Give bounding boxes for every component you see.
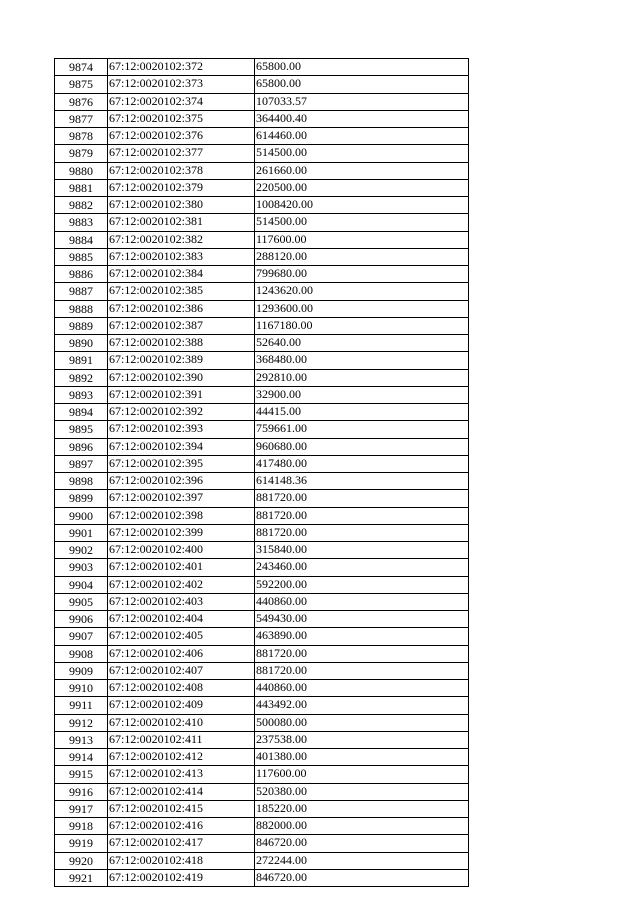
value-cell: 243460.00 bbox=[255, 559, 469, 576]
cadastral-number-cell: 67:12:0020102:411 bbox=[108, 731, 255, 748]
row-number-cell: 9876 bbox=[55, 93, 108, 110]
cadastral-number-cell: 67:12:0020102:387 bbox=[108, 317, 255, 334]
cadastral-number-cell: 67:12:0020102:419 bbox=[108, 869, 255, 886]
table-row bbox=[55, 179, 469, 196]
value-cell: 1008420.00 bbox=[255, 197, 469, 214]
cadastral-number-cell: 67:12:0020102:386 bbox=[108, 300, 255, 317]
table-row bbox=[55, 404, 469, 421]
row-number-cell: 9891 bbox=[55, 352, 108, 369]
value-cell: 1293600.00 bbox=[255, 300, 469, 317]
row-number-cell: 9899 bbox=[55, 490, 108, 507]
cadastral-number-cell: 67:12:0020102:390 bbox=[108, 369, 255, 386]
row-number-cell: 9881 bbox=[55, 179, 108, 196]
cadastral-number-cell: 67:12:0020102:389 bbox=[108, 352, 255, 369]
row-number-cell: 9874 bbox=[55, 59, 108, 76]
cadastral-number-cell: 67:12:0020102:404 bbox=[108, 611, 255, 628]
value-cell: 799680.00 bbox=[255, 266, 469, 283]
table-row bbox=[55, 231, 469, 248]
cadastral-number-cell: 67:12:0020102:396 bbox=[108, 473, 255, 490]
table-row bbox=[55, 542, 469, 559]
cadastral-number-cell: 67:12:0020102:379 bbox=[108, 179, 255, 196]
cadastral-number-cell: 67:12:0020102:382 bbox=[108, 231, 255, 248]
table-row bbox=[55, 628, 469, 645]
table-row bbox=[55, 731, 469, 748]
table-row bbox=[55, 197, 469, 214]
row-number-cell: 9879 bbox=[55, 145, 108, 162]
row-number-cell: 9920 bbox=[55, 852, 108, 869]
cadastral-number-cell: 67:12:0020102:380 bbox=[108, 197, 255, 214]
table-row bbox=[55, 835, 469, 852]
cadastral-number-cell: 67:12:0020102:372 bbox=[108, 59, 255, 76]
value-cell: 614148.36 bbox=[255, 473, 469, 490]
cadastral-number-cell: 67:12:0020102:376 bbox=[108, 128, 255, 145]
table-row bbox=[55, 352, 469, 369]
table-row bbox=[55, 93, 469, 110]
cadastral-number-cell: 67:12:0020102:373 bbox=[108, 76, 255, 93]
table-row bbox=[55, 421, 469, 438]
cadastral-number-cell: 67:12:0020102:394 bbox=[108, 438, 255, 455]
value-cell: 846720.00 bbox=[255, 835, 469, 852]
row-number-cell: 9916 bbox=[55, 783, 108, 800]
table-row bbox=[55, 697, 469, 714]
table-row bbox=[55, 335, 469, 352]
value-cell: 440860.00 bbox=[255, 593, 469, 610]
value-cell: 44415.00 bbox=[255, 404, 469, 421]
cadastral-number-cell: 67:12:0020102:392 bbox=[108, 404, 255, 421]
cadastral-number-cell: 67:12:0020102:377 bbox=[108, 145, 255, 162]
value-cell: 237538.00 bbox=[255, 731, 469, 748]
value-cell: 1243620.00 bbox=[255, 283, 469, 300]
cadastral-number-cell: 67:12:0020102:408 bbox=[108, 680, 255, 697]
row-number-cell: 9912 bbox=[55, 714, 108, 731]
value-cell: 272244.00 bbox=[255, 852, 469, 869]
table-row bbox=[55, 576, 469, 593]
value-cell: 614460.00 bbox=[255, 128, 469, 145]
cadastral-number-cell: 67:12:0020102:417 bbox=[108, 835, 255, 852]
row-number-cell: 9886 bbox=[55, 266, 108, 283]
row-number-cell: 9901 bbox=[55, 524, 108, 541]
row-number-cell: 9909 bbox=[55, 662, 108, 679]
value-cell: 881720.00 bbox=[255, 524, 469, 541]
value-cell: 881720.00 bbox=[255, 507, 469, 524]
table-row bbox=[55, 369, 469, 386]
value-cell: 881720.00 bbox=[255, 490, 469, 507]
table-row bbox=[55, 386, 469, 403]
table-row bbox=[55, 110, 469, 127]
cadastral-number-cell: 67:12:0020102:406 bbox=[108, 645, 255, 662]
row-number-cell: 9887 bbox=[55, 283, 108, 300]
table-row bbox=[55, 611, 469, 628]
value-cell: 65800.00 bbox=[255, 76, 469, 93]
table-row bbox=[55, 248, 469, 265]
row-number-cell: 9896 bbox=[55, 438, 108, 455]
row-number-cell: 9878 bbox=[55, 128, 108, 145]
row-number-cell: 9914 bbox=[55, 749, 108, 766]
row-number-cell: 9911 bbox=[55, 697, 108, 714]
row-number-cell: 9884 bbox=[55, 231, 108, 248]
value-cell: 261660.00 bbox=[255, 162, 469, 179]
row-number-cell: 9915 bbox=[55, 766, 108, 783]
row-number-cell: 9897 bbox=[55, 455, 108, 472]
cadastral-number-cell: 67:12:0020102:410 bbox=[108, 714, 255, 731]
cadastral-number-cell: 67:12:0020102:400 bbox=[108, 542, 255, 559]
value-cell: 882000.00 bbox=[255, 818, 469, 835]
value-cell: 65800.00 bbox=[255, 59, 469, 76]
cadastral-number-cell: 67:12:0020102:402 bbox=[108, 576, 255, 593]
value-cell: 881720.00 bbox=[255, 645, 469, 662]
value-cell: 514500.00 bbox=[255, 214, 469, 231]
table-row bbox=[55, 783, 469, 800]
table-row bbox=[55, 818, 469, 835]
table-row bbox=[55, 593, 469, 610]
value-cell: 759661.00 bbox=[255, 421, 469, 438]
table-row bbox=[55, 645, 469, 662]
row-number-cell: 9921 bbox=[55, 869, 108, 886]
row-number-cell: 9900 bbox=[55, 507, 108, 524]
cadastral-number-cell: 67:12:0020102:375 bbox=[108, 110, 255, 127]
row-number-cell: 9910 bbox=[55, 680, 108, 697]
row-number-cell: 9906 bbox=[55, 611, 108, 628]
value-cell: 1167180.00 bbox=[255, 317, 469, 334]
table-row bbox=[55, 714, 469, 731]
table-row bbox=[55, 852, 469, 869]
table-row bbox=[55, 473, 469, 490]
value-cell: 292810.00 bbox=[255, 369, 469, 386]
cadastral-number-cell: 67:12:0020102:399 bbox=[108, 524, 255, 541]
value-cell: 443492.00 bbox=[255, 697, 469, 714]
row-number-cell: 9885 bbox=[55, 248, 108, 265]
value-cell: 846720.00 bbox=[255, 869, 469, 886]
row-number-cell: 9889 bbox=[55, 317, 108, 334]
row-number-cell: 9904 bbox=[55, 576, 108, 593]
row-number-cell: 9902 bbox=[55, 542, 108, 559]
table-row bbox=[55, 59, 469, 76]
cadastral-number-cell: 67:12:0020102:374 bbox=[108, 93, 255, 110]
row-number-cell: 9903 bbox=[55, 559, 108, 576]
value-cell: 549430.00 bbox=[255, 611, 469, 628]
row-number-cell: 9880 bbox=[55, 162, 108, 179]
row-number-cell: 9893 bbox=[55, 386, 108, 403]
cadastral-number-cell: 67:12:0020102:405 bbox=[108, 628, 255, 645]
cadastral-number-cell: 67:12:0020102:401 bbox=[108, 559, 255, 576]
cadastral-number-cell: 67:12:0020102:391 bbox=[108, 386, 255, 403]
cadastral-number-cell: 67:12:0020102:393 bbox=[108, 421, 255, 438]
cadastral-number-cell: 67:12:0020102:378 bbox=[108, 162, 255, 179]
value-cell: 185220.00 bbox=[255, 800, 469, 817]
value-cell: 52640.00 bbox=[255, 335, 469, 352]
table-row bbox=[55, 162, 469, 179]
table-row bbox=[55, 76, 469, 93]
table-row bbox=[55, 283, 469, 300]
value-cell: 440860.00 bbox=[255, 680, 469, 697]
table-row bbox=[55, 524, 469, 541]
table-row bbox=[55, 507, 469, 524]
row-number-cell: 9913 bbox=[55, 731, 108, 748]
table-row bbox=[55, 766, 469, 783]
cadastral-number-cell: 67:12:0020102:385 bbox=[108, 283, 255, 300]
value-cell: 220500.00 bbox=[255, 179, 469, 196]
row-number-cell: 9882 bbox=[55, 197, 108, 214]
value-cell: 520380.00 bbox=[255, 783, 469, 800]
value-cell: 417480.00 bbox=[255, 455, 469, 472]
table-row bbox=[55, 749, 469, 766]
value-cell: 514500.00 bbox=[255, 145, 469, 162]
table-row bbox=[55, 128, 469, 145]
cadastral-number-cell: 67:12:0020102:416 bbox=[108, 818, 255, 835]
row-number-cell: 9894 bbox=[55, 404, 108, 421]
row-number-cell: 9908 bbox=[55, 645, 108, 662]
row-number-cell: 9898 bbox=[55, 473, 108, 490]
cadastral-number-cell: 67:12:0020102:383 bbox=[108, 248, 255, 265]
value-cell: 960680.00 bbox=[255, 438, 469, 455]
value-cell: 364400.40 bbox=[255, 110, 469, 127]
value-cell: 500080.00 bbox=[255, 714, 469, 731]
table-row bbox=[55, 662, 469, 679]
cadastral-number-cell: 67:12:0020102:415 bbox=[108, 800, 255, 817]
row-number-cell: 9875 bbox=[55, 76, 108, 93]
table-row bbox=[55, 800, 469, 817]
row-number-cell: 9918 bbox=[55, 818, 108, 835]
cadastral-number-cell: 67:12:0020102:384 bbox=[108, 266, 255, 283]
value-cell: 881720.00 bbox=[255, 662, 469, 679]
value-cell: 288120.00 bbox=[255, 248, 469, 265]
cadastral-number-cell: 67:12:0020102:409 bbox=[108, 697, 255, 714]
table-row bbox=[55, 214, 469, 231]
cadastral-number-cell: 67:12:0020102:395 bbox=[108, 455, 255, 472]
row-number-cell: 9895 bbox=[55, 421, 108, 438]
table-row bbox=[55, 300, 469, 317]
row-number-cell: 9892 bbox=[55, 369, 108, 386]
table-body bbox=[55, 59, 469, 887]
cadastral-number-cell: 67:12:0020102:398 bbox=[108, 507, 255, 524]
value-cell: 315840.00 bbox=[255, 542, 469, 559]
table-row bbox=[55, 559, 469, 576]
cadastral-number-cell: 67:12:0020102:403 bbox=[108, 593, 255, 610]
table-row bbox=[55, 490, 469, 507]
cadastral-number-cell: 67:12:0020102:418 bbox=[108, 852, 255, 869]
value-cell: 401380.00 bbox=[255, 749, 469, 766]
cadastral-number-cell: 67:12:0020102:413 bbox=[108, 766, 255, 783]
value-cell: 32900.00 bbox=[255, 386, 469, 403]
value-cell: 463890.00 bbox=[255, 628, 469, 645]
table-row bbox=[55, 680, 469, 697]
table-row bbox=[55, 455, 469, 472]
row-number-cell: 9917 bbox=[55, 800, 108, 817]
value-cell: 107033.57 bbox=[255, 93, 469, 110]
row-number-cell: 9883 bbox=[55, 214, 108, 231]
value-cell: 117600.00 bbox=[255, 231, 469, 248]
cadastral-value-table bbox=[54, 58, 469, 887]
row-number-cell: 9907 bbox=[55, 628, 108, 645]
value-cell: 368480.00 bbox=[255, 352, 469, 369]
row-number-cell: 9919 bbox=[55, 835, 108, 852]
row-number-cell: 9890 bbox=[55, 335, 108, 352]
value-cell: 117600.00 bbox=[255, 766, 469, 783]
row-number-cell: 9888 bbox=[55, 300, 108, 317]
cadastral-number-cell: 67:12:0020102:397 bbox=[108, 490, 255, 507]
row-number-cell: 9877 bbox=[55, 110, 108, 127]
cadastral-number-cell: 67:12:0020102:407 bbox=[108, 662, 255, 679]
cadastral-number-cell: 67:12:0020102:381 bbox=[108, 214, 255, 231]
cadastral-number-cell: 67:12:0020102:412 bbox=[108, 749, 255, 766]
table-row bbox=[55, 438, 469, 455]
table-row bbox=[55, 869, 469, 886]
cadastral-number-cell: 67:12:0020102:388 bbox=[108, 335, 255, 352]
table-row bbox=[55, 266, 469, 283]
value-cell: 592200.00 bbox=[255, 576, 469, 593]
row-number-cell: 9905 bbox=[55, 593, 108, 610]
cadastral-number-cell: 67:12:0020102:414 bbox=[108, 783, 255, 800]
table-row bbox=[55, 317, 469, 334]
table-row bbox=[55, 145, 469, 162]
